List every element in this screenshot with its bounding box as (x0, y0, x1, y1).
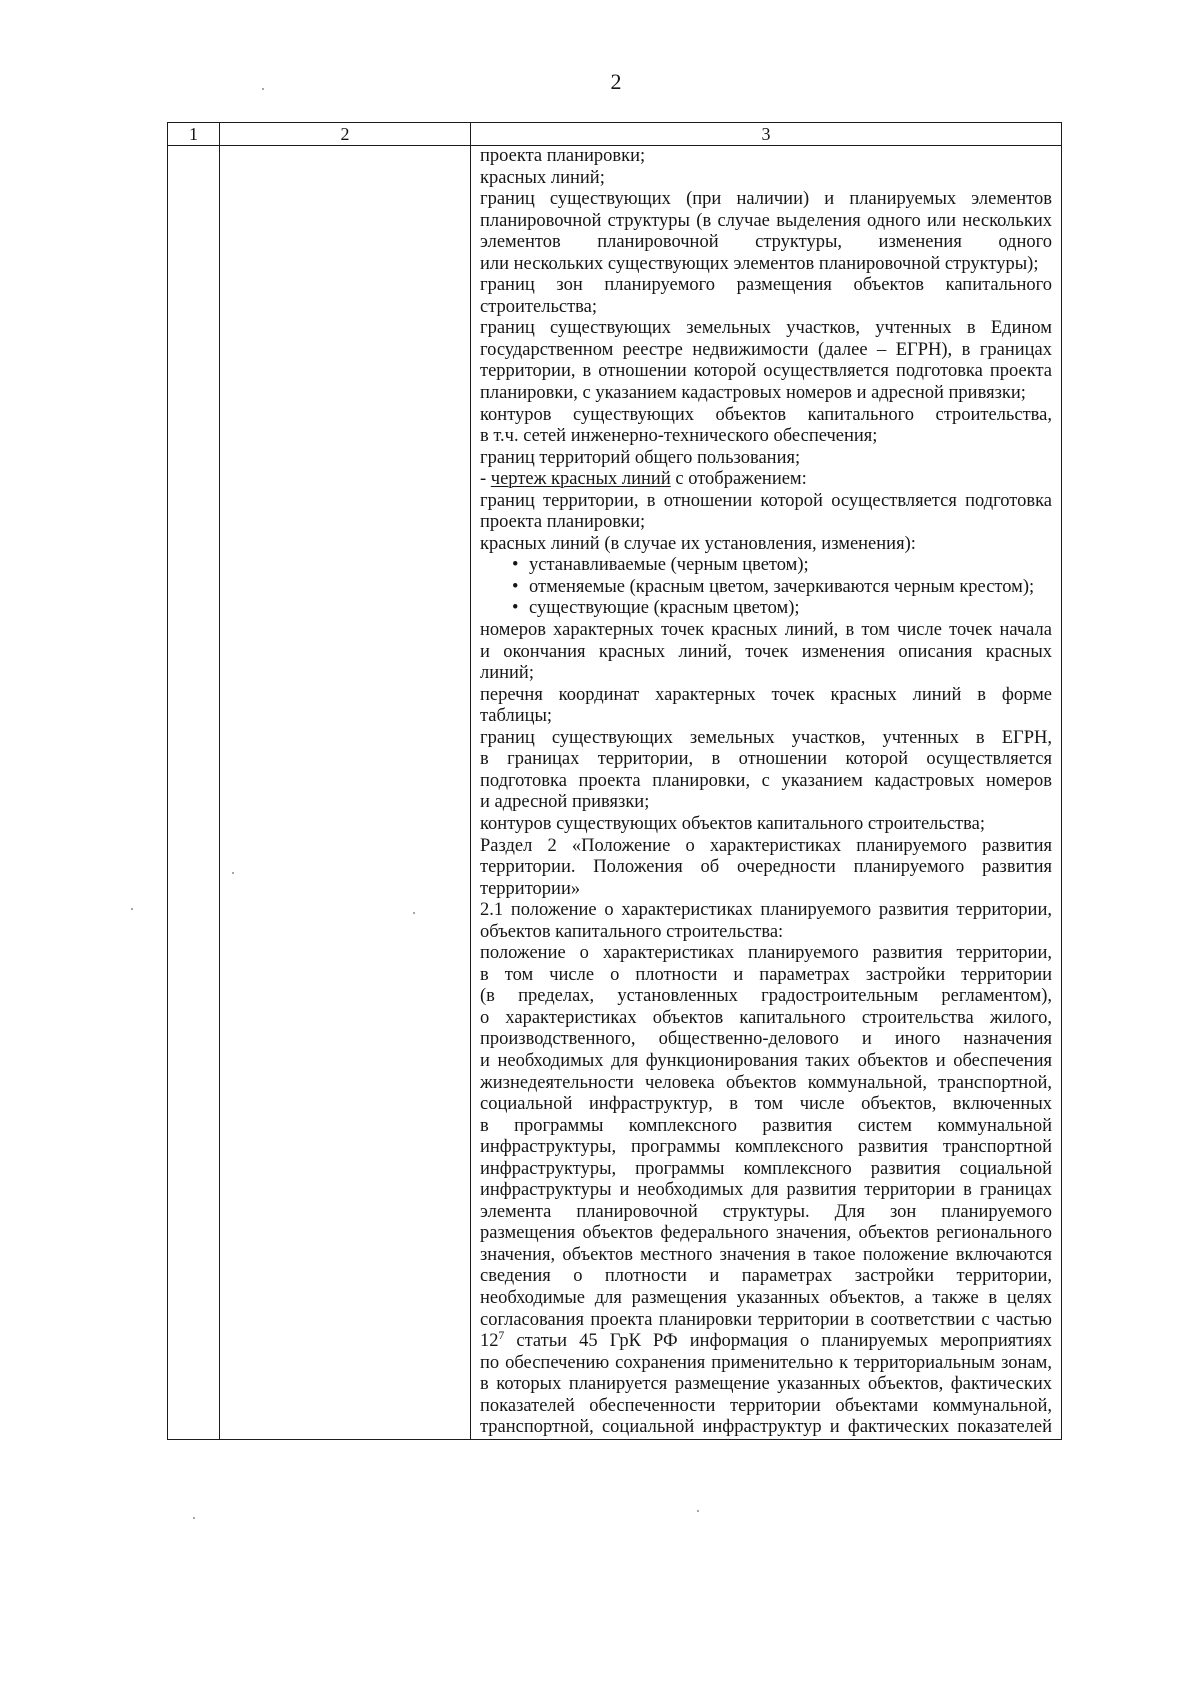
section-heading-line: территории» (480, 878, 581, 899)
header-cell-2: 2 (340, 124, 350, 144)
underlined-text: чертеж красных линий (490, 469, 671, 490)
text-line: и необходимых для функционирования таких объектов и обеспечения (480, 1050, 1052, 1071)
text-line: контуров существующих объектов капитального строительства; (480, 813, 985, 834)
scan-speck (131, 908, 133, 910)
scan-speck (262, 88, 264, 90)
list-item-text: отменяемые (красным цветом, зачеркиваются черным крестом); (529, 576, 1035, 597)
text-line: элементов планировочной структуры, изменения одного (480, 232, 1052, 253)
line-rest: статьи 45 ГрК РФ информация о планируемых мероприятиях (504, 1331, 1052, 1352)
text-line: планировочной структуры (в случае выделения одного или нескольких (480, 210, 1052, 231)
text-line: в программы комплексного развития систем коммунальной (480, 1115, 1052, 1136)
dash-prefix: - (480, 469, 491, 490)
reference-number: 12 (480, 1331, 499, 1352)
list-item (480, 555, 1052, 577)
content-table (167, 122, 1062, 1440)
text-line (480, 1331, 1052, 1353)
text-line: границ зон планируемого размещения объектов капитального (480, 275, 1052, 296)
text-line: инфраструктуры, программы комплексного развития социальной (480, 1158, 1052, 1179)
text-line: и адресной привязки; (480, 792, 650, 813)
text-line: необходимые для размещения указанных объектов, а также в целях (480, 1287, 1052, 1308)
text-line: 2.1 положение о характеристиках планируемого развития территории, (480, 900, 1052, 921)
text-line: производственного, общественно-делового и иного назначения (480, 1029, 1052, 1050)
text-line: красных линий; (480, 167, 605, 188)
section-heading-line: территории. Положения об очередности планируемого развития (480, 857, 1052, 878)
text-line: контуров существующих объектов капитального строительства, (480, 404, 1052, 425)
bullet-icon (512, 577, 518, 599)
text-line: территории, в отношении которой осуществляется подготовка проекта (480, 361, 1052, 382)
text-line: или нескольких существующих элементов планировочной структуры); (480, 253, 1039, 274)
list-item (480, 598, 1052, 620)
text-line: и окончания красных линий, точек изменения описания красных (480, 641, 1052, 662)
text-line: номеров характерных точек красных линий, в том числе точек начала (480, 620, 1052, 641)
text-line: показателей обеспеченности территории объектами коммунальной, (480, 1395, 1052, 1416)
text-line: проекта планировки; (480, 146, 646, 166)
text-line: в т.ч. сетей инженерно-технического обеспечения; (480, 426, 878, 447)
text-line: инфраструктуры, программы комплексного развития транспортной (480, 1137, 1052, 1158)
text-line: значения, объектов местного значения в такое положение включаются (480, 1244, 1052, 1265)
text-line: по обеспечению сохранения применительно к территориальным зонам, (480, 1352, 1052, 1373)
text-line: строительства; (480, 296, 598, 317)
header-cell-1: 1 (189, 124, 198, 144)
text-line: о характеристиках объектов капитального строительства жилого, (480, 1007, 1052, 1028)
page-number: 2 (610, 69, 622, 94)
text-line: государственном реестре недвижимости (далее – ЕГРН), в границах (480, 339, 1052, 360)
text-line: инфраструктуры и необходимых для развития территории в границах (480, 1180, 1052, 1201)
scan-speck (193, 1517, 195, 1519)
text-line: линий; (480, 663, 534, 684)
header-cell-3: 3 (761, 124, 771, 144)
bullet-icon (512, 555, 518, 577)
scan-speck (232, 872, 234, 874)
text-line: в том числе о плотности и параметрах застройки территории (480, 964, 1052, 985)
text-line: сведения о плотности и параметрах застройки территории, (480, 1266, 1052, 1287)
text-line: границ существующих земельных участков, учтенных в Едином (480, 318, 1052, 339)
text-line: таблицы; (480, 706, 553, 727)
text-line: в границах территории, в отношении которой осуществляется (480, 749, 1052, 770)
text-line: границ существующих (при наличии) и планируемых элементов (480, 189, 1052, 210)
column-divider (219, 123, 220, 1439)
text-line: красных линий (в случае их установления, изменения): (480, 533, 916, 554)
scan-speck (697, 1510, 699, 1512)
text-line: подготовка проекта планировки, с указанием кадастровых номеров (480, 770, 1052, 791)
text-line: (в пределах, установленных градостроительным регламентом), (480, 986, 1052, 1007)
text-line: границ существующих земельных участков, учтенных в ЕГРН, (480, 727, 1052, 748)
text-line: элемента планировочной структуры. Для зон планируемого (480, 1201, 1052, 1222)
list-item-text: устанавливаемые (черным цветом); (529, 555, 809, 576)
text-line: проекта планировки; (480, 512, 646, 533)
superscript: 7 (498, 1330, 505, 1343)
text-line: социальной инфраструктур, в том числе объектов, включенных (480, 1094, 1052, 1115)
text-line: жизнедеятельности человека объектов коммунальной, транспортной, (480, 1072, 1052, 1093)
text-line: положение о характеристиках планируемого развития территории, (480, 943, 1052, 964)
text-line: объектов капитального строительства: (480, 921, 784, 942)
text-line: в которых планируется размещение указанных объектов, фактических (480, 1374, 1052, 1395)
column-3-text (480, 146, 1052, 1439)
text-line: размещения объектов федерального значения, объектов регионального (480, 1223, 1052, 1244)
text-line: транспортной, социальной инфраструктур и фактических показателей (480, 1417, 1052, 1438)
bullet-icon (512, 598, 518, 620)
section-heading-line: Раздел 2 «Положение о характеристиках планируемого развития (480, 835, 1052, 856)
text-line: планировки, с указанием кадастровых номеров и адресной привязки; (480, 383, 1026, 404)
scan-speck (413, 912, 415, 914)
list-item-text: существующие (красным цветом); (529, 598, 800, 619)
text-line (480, 469, 1052, 491)
line-suffix: с отображением: (670, 469, 807, 490)
text-line: перечня координат характерных точек красных линий в форме (480, 684, 1052, 705)
text-line: границ территорий общего пользования; (480, 447, 801, 468)
list-item (480, 577, 1052, 599)
text-line: согласования проекта планировки территории в соответствии с частью (480, 1309, 1052, 1330)
text-line: границ территории, в отношении которой осуществляется подготовка (480, 490, 1052, 511)
column-divider (470, 123, 471, 1439)
